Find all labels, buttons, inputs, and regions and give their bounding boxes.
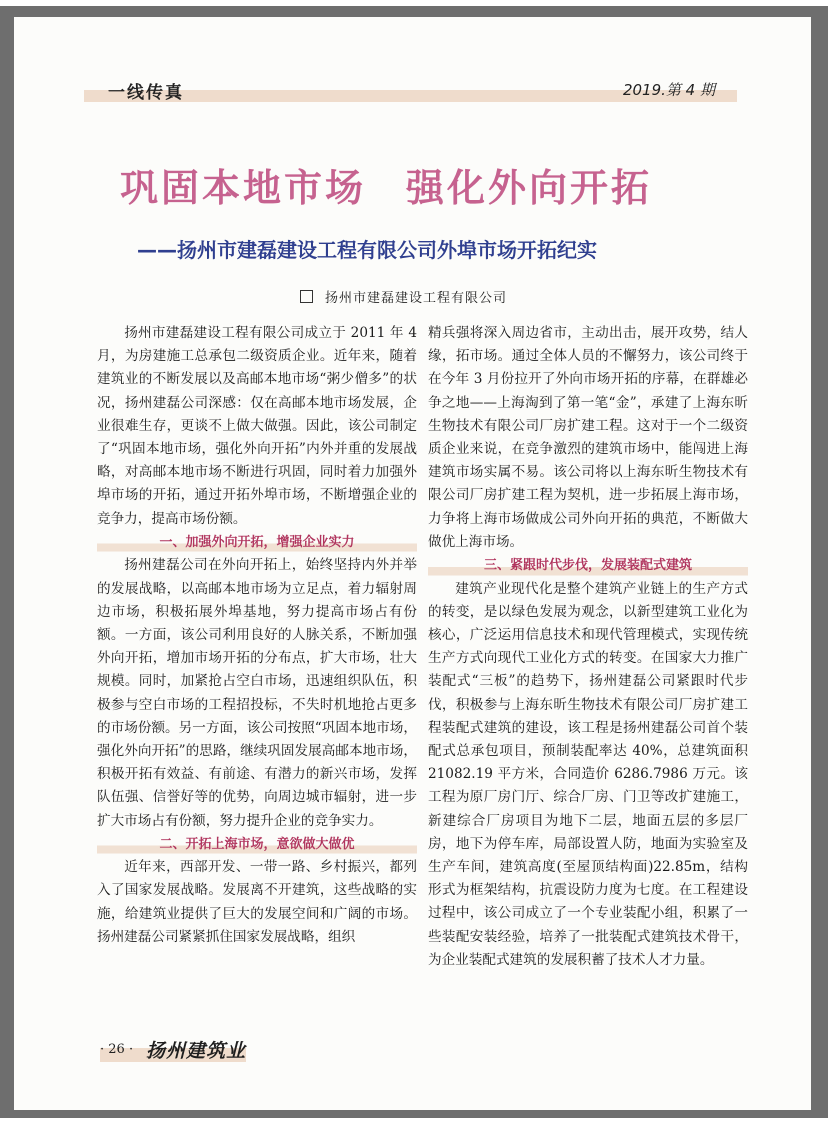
left-column xyxy=(97,322,417,949)
paragraph: 扬州建磊公司在外向开拓上，始终坚持内外并举的发展战略，以高邮本地市场为立足点，着力辐射周边市场，积极拓展外埠基地，努力提高市场占有份额。一方面，该公司利用良好的人脉关系，不断加强外向开拓，增加市场开拓的分布点，扩大市场，壮大规模。同时，加紧抢占空白市场，迅速组织队伍，积极参与空白市场的工程招投标，不失时机地抢占更多的市场份额。另一方面，该公司按照“巩固本地市场，强化外向开拓”的思路，继续巩固发展高邮本地市场，积极开拓有效益、有前途、有潜力的新兴市场，发挥队伍强、信誉好等的优势，向周边城市辐射，进一步扩大市场占有份额，努力提升企业的竞争实力。 xyxy=(97,557,417,829)
paragraph: 近年来，西部开发、一带一路、乡村振兴，都列入了国家发展战略。发展离不开建筑，这些战略的实施，给建筑业提供了巨大的发展空间和广阔的市场。扬州建磊公司紧紧抓住国家发展战略，组织 xyxy=(97,859,417,945)
page-header xyxy=(84,73,737,103)
title-part-2: 强化外向开拓 xyxy=(406,166,653,210)
section-label: 一线传真 xyxy=(108,83,184,103)
paragraph: 扬州市建磊建设工程有限公司成立于 2011 年 4 月，为房建施工总承包二级资质企业。近年来，随着建筑业的不断发展以及高邮本地市场“粥少僧多”的状况，扬州建磊公司深感：仅在高邮本地市场发展，企业很难生存，更谈不上做大做强。因此，该公司制定了“巩固本地市场，强化外向开拓”内外并重的发展战略，对高邮本地市场不断进行巩固，同时着力加强外埠市场的开拓，通过开拓外埠市场，不断增强企业的竞争力，提高市场份额。 xyxy=(97,325,417,527)
issue-label: 2019.第 4 期 xyxy=(622,81,715,99)
author-line xyxy=(300,287,507,306)
section-heading-1: 一、加强外向开拓，增强企业实力 xyxy=(97,531,417,555)
article-subtitle: ——扬州市建磊建设工程有限公司外埠市场开拓纪实 xyxy=(137,238,597,262)
paragraph: 建筑产业现代化是整个建筑产业链上的生产方式的转变，是以绿色发展为观念，以新型建筑工业化为核心，广泛运用信息技术和现代管理模式，实现传统生产方式向现代工业化方式的转变。在国家大力推广装配式“三板”的趋势下，扬州建磊公司紧跟时代步伐，积极参与上海东昕生物技术有限公司厂房扩建工程装配式建筑的建设，该工程是扬州建磊公司首个装配式总承包项目，预制装配率达 40%，总建筑面积 21082.19 平方米，合同造价 6286.7986 万元。该工程为原厂房门厅、综合厂房、门卫等改扩建施工，新建综合厂房项目为地下二层，地面五层的多层厂房，地下为停车库，局部设置人防，地面为实验室及生产车间，建筑高度(至屋顶结构面)22.85m，结构形式为框架结构，抗震设防力度为七度。在工程建设过程中，该公司成立了一个专业装配小组，积累了一些装配安装经验，培养了一批装配式建筑技术骨干，为企业装配式建筑的发展积蓄了技术人才力量。 xyxy=(428,580,748,968)
author-name: 扬州市建磊建设工程有限公司 xyxy=(325,291,508,306)
right-column xyxy=(428,322,748,972)
page-number: · 26 · xyxy=(100,1042,134,1057)
square-bullet-icon xyxy=(300,290,313,303)
bottom-frame xyxy=(0,1118,828,1133)
article-title xyxy=(120,157,720,212)
paragraph: 精兵强将深入周边省市，主动出击，展开攻势，结人缘，拓市场。通过全体人员的不懈努力，该公司终于在今年 3 月份拉开了外向市场开拓的序幕，在群雄必争之地——上海淘到了第一笔“金”，承建了上海东昕生物技术有限公司厂房扩建工程。这对于一个二级资质企业来说，在竞争激烈的建筑市场中，能闯进上海建筑市场实属不易。该公司将以上海东昕生物技术有限公司厂房扩建工程为契机，进一步拓展上海市场，力争将上海市场做成公司外向开拓的典范，不断做大做优上海市场。 xyxy=(428,325,748,550)
top-frame xyxy=(0,0,828,6)
section-heading-2: 二、开拓上海市场，意欲做大做优 xyxy=(97,833,417,857)
section-heading-3: 三、紧跟时代步伐，发展装配式建筑 xyxy=(428,554,748,578)
page-footer xyxy=(100,1036,250,1066)
title-part-1: 巩固本地市场 xyxy=(120,166,367,210)
magazine-logo: 扬州建筑业 xyxy=(146,1040,247,1062)
